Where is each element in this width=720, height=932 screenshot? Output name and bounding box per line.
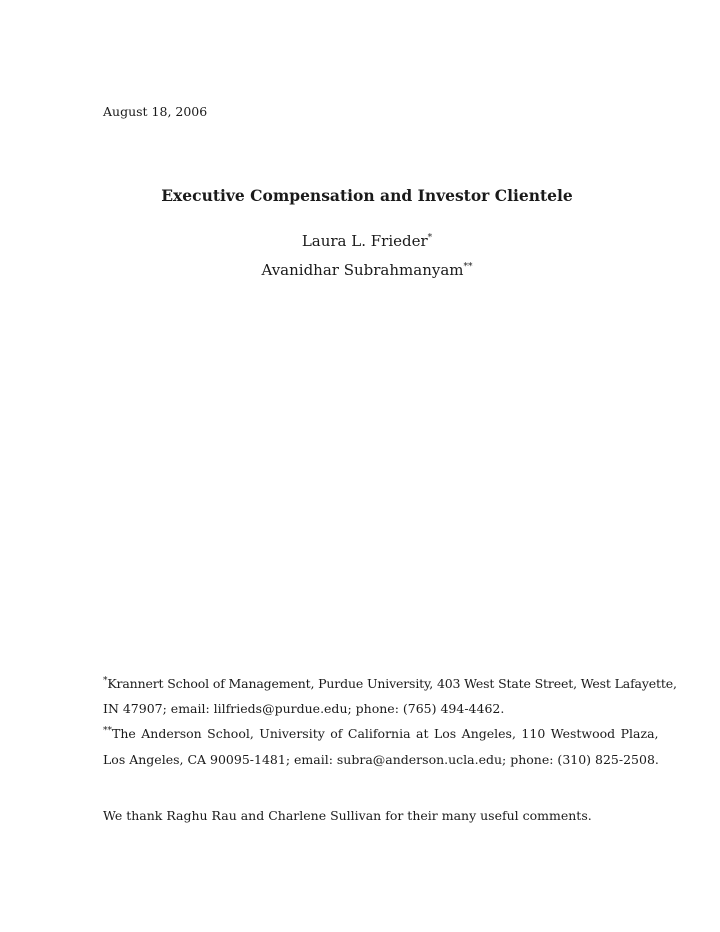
- acknowledgment: We thank Raghu Rau and Charlene Sullivan for their many useful comments.: [103, 808, 592, 823]
- date: August 18, 2006: [103, 104, 208, 119]
- footnote-2-line-2: Los Angeles, CA 90095-1481; email: subra@anderson.ucla.edu; phone: (310) 825-2508.: [103, 752, 659, 767]
- author-2: [0, 261, 720, 279]
- footnote-1-mark: *: [103, 675, 108, 686]
- footnote-1-text-1: Krannert School of Management, Purdue University, 403 West State Street, West Lafayette,: [107, 676, 677, 691]
- footnote-2-text-1: The Anderson School, University of California at Los Angeles, 110 Westwood Plaza,: [112, 726, 659, 741]
- author-2-mark: **: [463, 262, 473, 272]
- footnote-2-line-1: [103, 726, 663, 741]
- author-1: [0, 232, 720, 250]
- footnote-2-mark: **: [103, 725, 112, 736]
- author-2-name: Avanidhar Subrahmanyam: [261, 261, 464, 279]
- author-1-name: Laura L. Frieder: [301, 232, 428, 250]
- footnote-1-line-1: [103, 675, 677, 691]
- footnote-1-line-2: IN 47907; email: lilfrieds@purdue.edu; phone: (765) 494-4462.: [103, 701, 505, 716]
- paper-title: Executive Compensation and Investor Clientele: [161, 186, 573, 205]
- author-1-mark: *: [427, 233, 433, 243]
